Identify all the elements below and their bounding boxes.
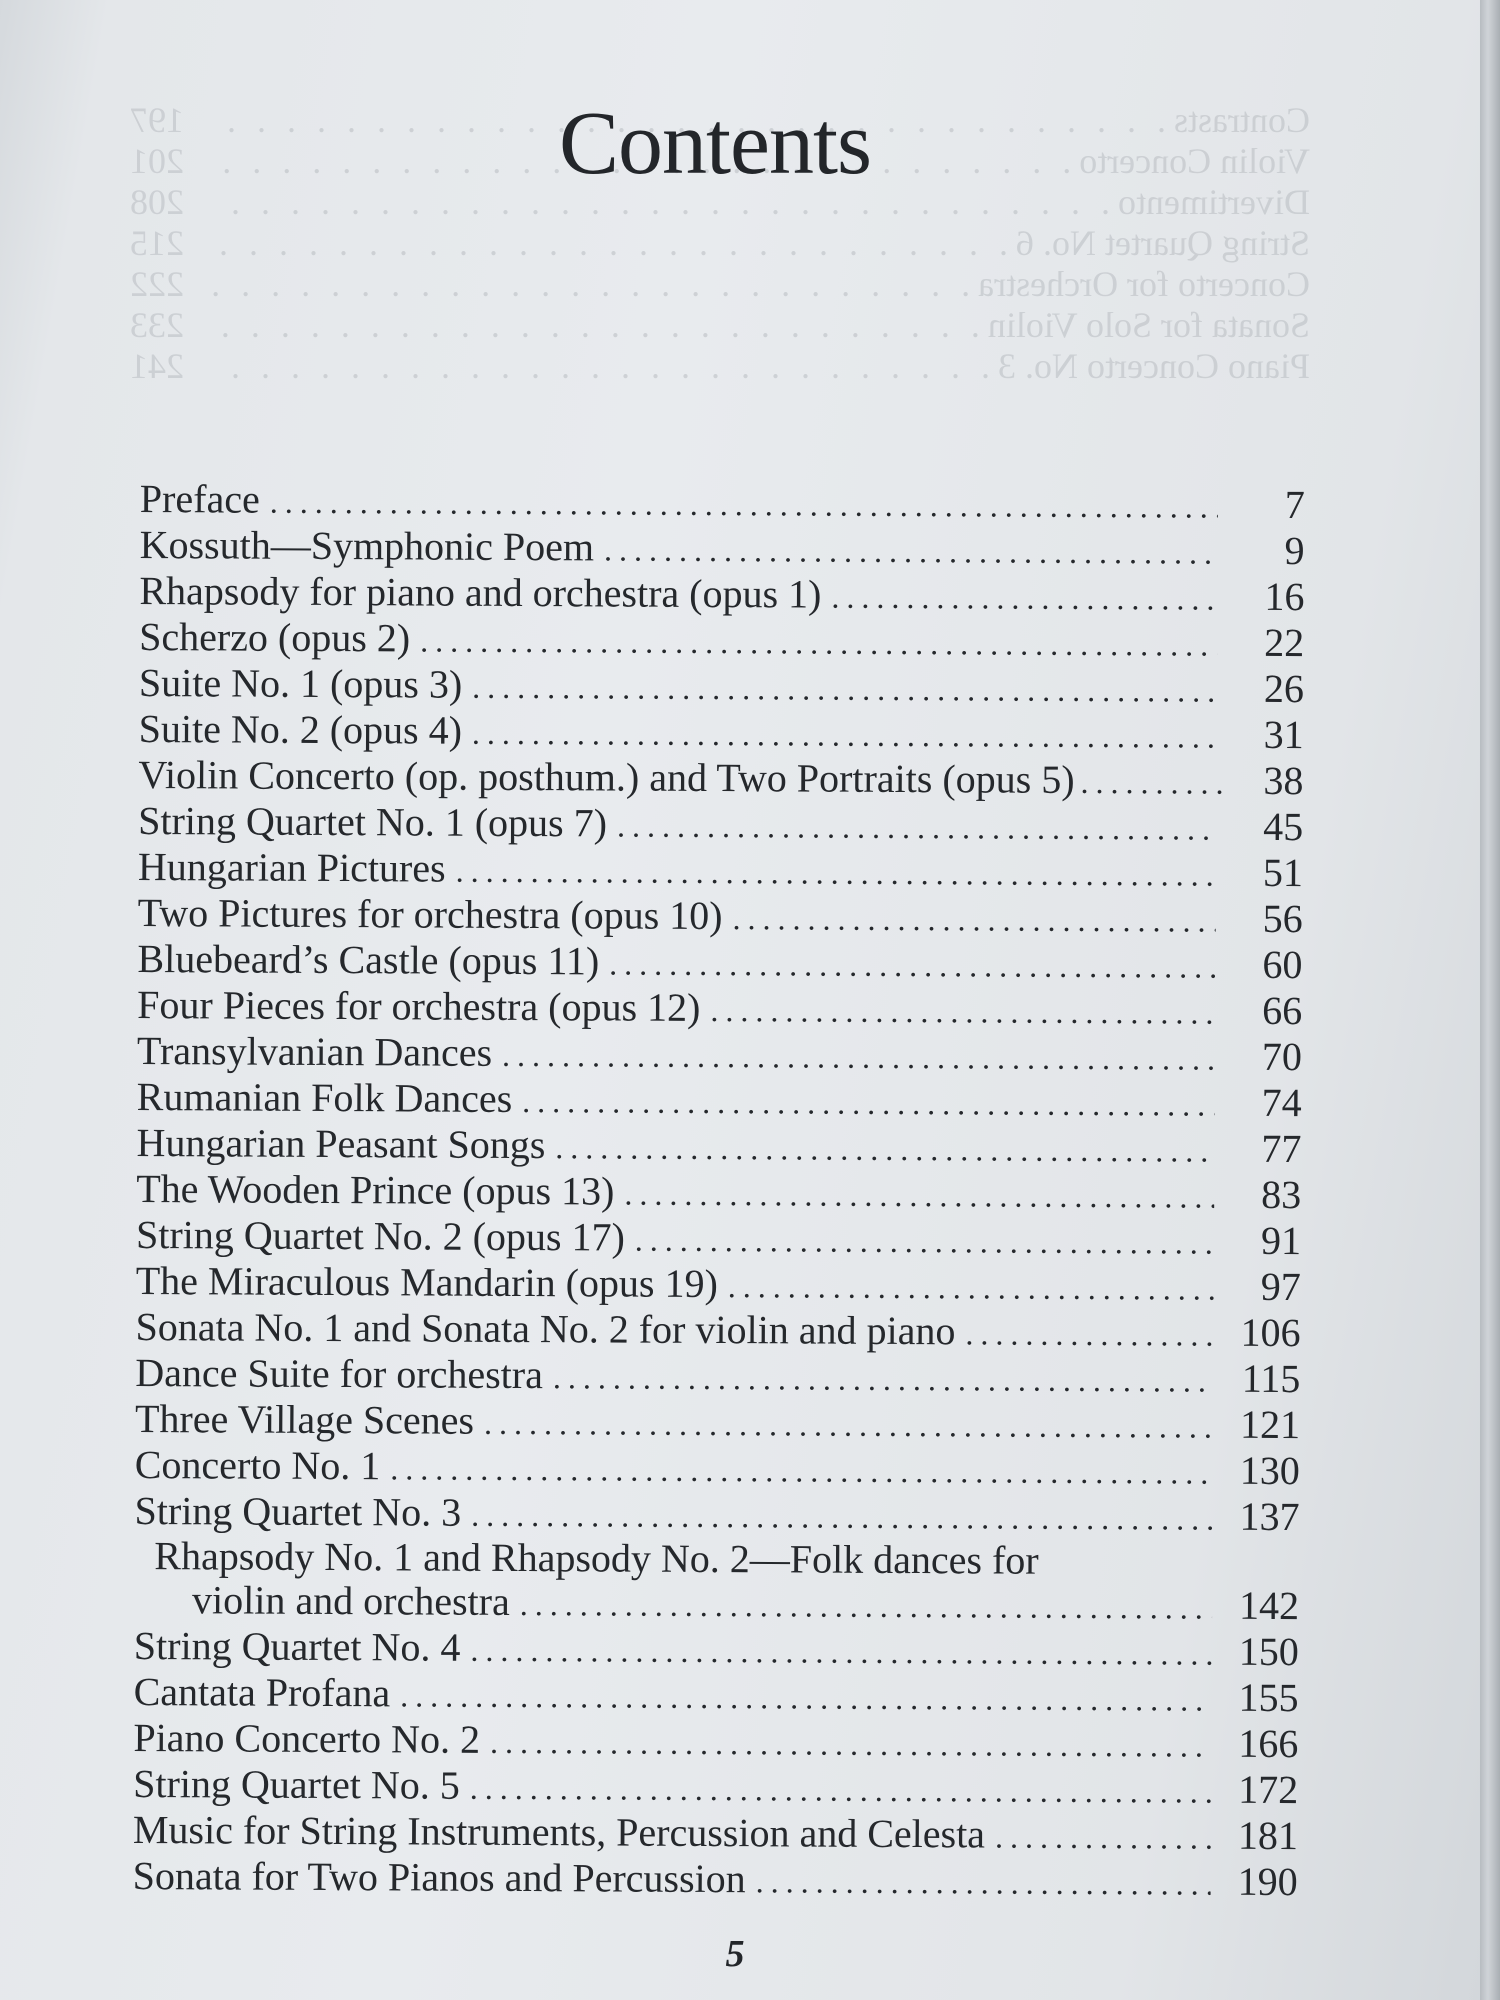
dot-leader: [484, 1400, 1213, 1450]
entry-page: 74: [1261, 1079, 1302, 1126]
ghost-row: Concerto for Orchestra . . . 222: [130, 264, 1310, 305]
dot-leader: [635, 1217, 1214, 1266]
entry-title: Four Pieces for orchestra (opus 12): [137, 981, 701, 1030]
entry-page: 9: [1284, 527, 1305, 574]
dot-leader: [728, 1263, 1214, 1312]
entry-title: Transylvanian Dances: [136, 1027, 493, 1075]
toc-entry: [139, 568, 1304, 620]
entry-title: Kossuth—Symphonic Poem: [139, 521, 595, 570]
entry-page: 45: [1263, 803, 1304, 850]
dot-leader: [710, 987, 1215, 1036]
toc-entry: [135, 1396, 1300, 1448]
dot-leader: [831, 574, 1217, 622]
entry-title: Hungarian Pictures: [137, 843, 446, 891]
entry-page: 137: [1239, 1493, 1300, 1540]
entry-page: 130: [1239, 1447, 1300, 1494]
entry-title: Sonata for Two Pianos and Percussion: [132, 1852, 746, 1902]
dot-leader: [270, 479, 1218, 530]
toc-entry: [138, 752, 1303, 804]
entry-title: Preface: [139, 476, 260, 522]
toc-entry: [135, 1304, 1300, 1356]
dot-leader: [1080, 759, 1222, 806]
toc-entry: [133, 1853, 1298, 1905]
dot-leader: [472, 664, 1217, 714]
entry-title: Rhapsody for piano and orchestra (opus 1): [139, 567, 822, 617]
toc-entry: [140, 522, 1305, 574]
toc-entry: [139, 706, 1304, 758]
toc-entry: [140, 476, 1305, 528]
toc-entry: [135, 1350, 1300, 1402]
entry-page: 70: [1261, 1033, 1303, 1080]
entry-page: 115: [1241, 1355, 1301, 1402]
toc-entry: [135, 1442, 1300, 1494]
ghost-row: Piano Concerto No. 3 . . . 241: [130, 346, 1310, 387]
dot-leader: [617, 803, 1216, 852]
dot-leader: [470, 1765, 1212, 1815]
toc-entry: [137, 936, 1302, 988]
entry-title: Sonata No. 1 and Sonata No. 2 for violin and piano: [135, 1303, 956, 1354]
page-number: 5: [725, 1933, 745, 1975]
entry-page: 51: [1262, 849, 1304, 896]
entry-title: Suite No. 1 (opus 3): [138, 659, 463, 707]
entry-page: 77: [1261, 1125, 1302, 1172]
entry-title: Cantata Profana: [133, 1668, 391, 1716]
toc-entry: [139, 614, 1304, 666]
entry-title: Two Pictures for orchestra (opus 10): [137, 889, 723, 939]
toc-entry: [137, 982, 1302, 1034]
entry-page: 155: [1238, 1674, 1299, 1721]
toc-entry: [133, 1761, 1298, 1813]
dot-leader: [553, 1354, 1214, 1403]
dot-leader: [472, 710, 1217, 760]
dot-leader: [390, 1445, 1213, 1495]
entry-page: 26: [1263, 665, 1305, 712]
entry-page: 181: [1237, 1812, 1299, 1859]
entry-page: 66: [1262, 987, 1303, 1034]
toc-entry-line1: [134, 1534, 1299, 1583]
entry-title: Violin Concerto (op. posthum.) and Two Portraits (opus 5): [138, 751, 1075, 802]
dot-leader: [420, 617, 1217, 667]
toc-entry: [139, 660, 1304, 712]
toc-entry: [136, 1166, 1301, 1218]
entry-title: Rumanian Folk Dances: [136, 1073, 513, 1121]
entry-title: String Quartet No. 5: [133, 1760, 460, 1808]
entry-page: 83: [1261, 1171, 1302, 1218]
entry-page: 142: [1238, 1582, 1300, 1629]
entry-page: 172: [1238, 1766, 1299, 1813]
entry-title: Rhapsody No. 1 and Rhapsody No. 2—Folk dances for: [154, 1533, 1039, 1583]
dot-leader: [624, 1171, 1214, 1220]
ghost-row: Sonata for Solo Violin . . . 233: [130, 305, 1310, 346]
ghost-row: Divertimento . . . 208: [130, 182, 1310, 223]
toc-entry: [138, 798, 1303, 850]
dot-leader: [471, 1492, 1213, 1542]
toc-entry: [136, 1120, 1301, 1172]
entry-title: The Wooden Prince (opus 13): [136, 1165, 615, 1214]
table-of-contents: [133, 476, 1305, 1905]
entry-page: 16: [1264, 573, 1305, 620]
entry-title: violin and orchestra: [191, 1577, 510, 1624]
dot-leader: [520, 1581, 1213, 1631]
dot-leader: [555, 1124, 1214, 1173]
entry-title: Hungarian Peasant Songs: [136, 1119, 546, 1168]
entry-title: String Quartet No. 1 (opus 7): [138, 797, 608, 846]
entry-title: Bluebeard’s Castle (opus 11): [137, 935, 600, 984]
entry-title: The Miraculous Mandarin (opus 19): [135, 1257, 718, 1307]
entry-page: 150: [1238, 1628, 1299, 1675]
entry-page: 121: [1239, 1401, 1301, 1448]
toc-entry: [133, 1715, 1298, 1767]
ghost-row: Violin Concerto . . . 201: [130, 141, 1310, 182]
dot-leader: [732, 895, 1215, 944]
entry-title: Dance Suite for orchestra: [135, 1349, 544, 1398]
ghost-row: Contrasts . . . 197: [130, 100, 1310, 141]
page-title: Contents: [558, 94, 871, 193]
dot-leader: [470, 1627, 1212, 1677]
toc-entry: [138, 890, 1303, 942]
entry-page: 60: [1262, 941, 1303, 988]
dot-leader: [456, 848, 1217, 898]
toc-entry: [134, 1488, 1299, 1540]
entry-title: String Quartet No. 3: [134, 1487, 462, 1535]
dot-leader: [965, 1310, 1213, 1357]
entry-title: Suite No. 2 (opus 4): [138, 705, 463, 753]
dot-leader: [609, 940, 1215, 989]
entry-page: 22: [1264, 619, 1305, 666]
entry-title: Piano Concerto No. 2: [133, 1714, 481, 1762]
page-edge: [1480, 0, 1500, 2000]
dot-leader: [400, 1672, 1212, 1722]
toc-entry-line2: [134, 1577, 1299, 1629]
dot-leader: [604, 526, 1218, 575]
entry-title: String Quartet No. 2 (opus 17): [135, 1211, 625, 1260]
toc-entry: [133, 1807, 1298, 1859]
entry-page: 56: [1262, 895, 1303, 942]
toc-entry: [136, 1212, 1301, 1264]
entry-page: 91: [1260, 1217, 1302, 1264]
entry-page: 97: [1260, 1263, 1301, 1310]
dot-leader: [502, 1032, 1215, 1082]
dot-leader: [522, 1078, 1215, 1128]
entry-page: 106: [1240, 1309, 1301, 1356]
toc-entry: [138, 844, 1303, 896]
toc-entry: [137, 1074, 1302, 1126]
entry-page: 190: [1237, 1858, 1298, 1905]
entry-title: Concerto No. 1: [134, 1441, 381, 1489]
entry-page: 31: [1263, 711, 1304, 758]
entry-title: Music for String Instruments, Percussion and Celesta: [132, 1806, 986, 1857]
toc-entry: [136, 1258, 1301, 1310]
ghost-row: String Quartet No. 6 . . . 215: [130, 223, 1310, 264]
toc-entry: [137, 1028, 1302, 1080]
entry-page: 166: [1238, 1720, 1299, 1767]
entry-page: 38: [1263, 757, 1304, 804]
dot-leader: [756, 1858, 1211, 1906]
toc-entry: [134, 1669, 1299, 1721]
entry-title: Three Village Scenes: [134, 1395, 475, 1443]
toc-entry: [134, 1623, 1299, 1675]
entry-title: String Quartet No. 4: [133, 1622, 461, 1670]
entry-page: 7: [1284, 481, 1305, 528]
dot-leader: [490, 1719, 1212, 1769]
entry-title: Scherzo (opus 2): [139, 613, 411, 661]
dot-leader: [995, 1813, 1211, 1860]
